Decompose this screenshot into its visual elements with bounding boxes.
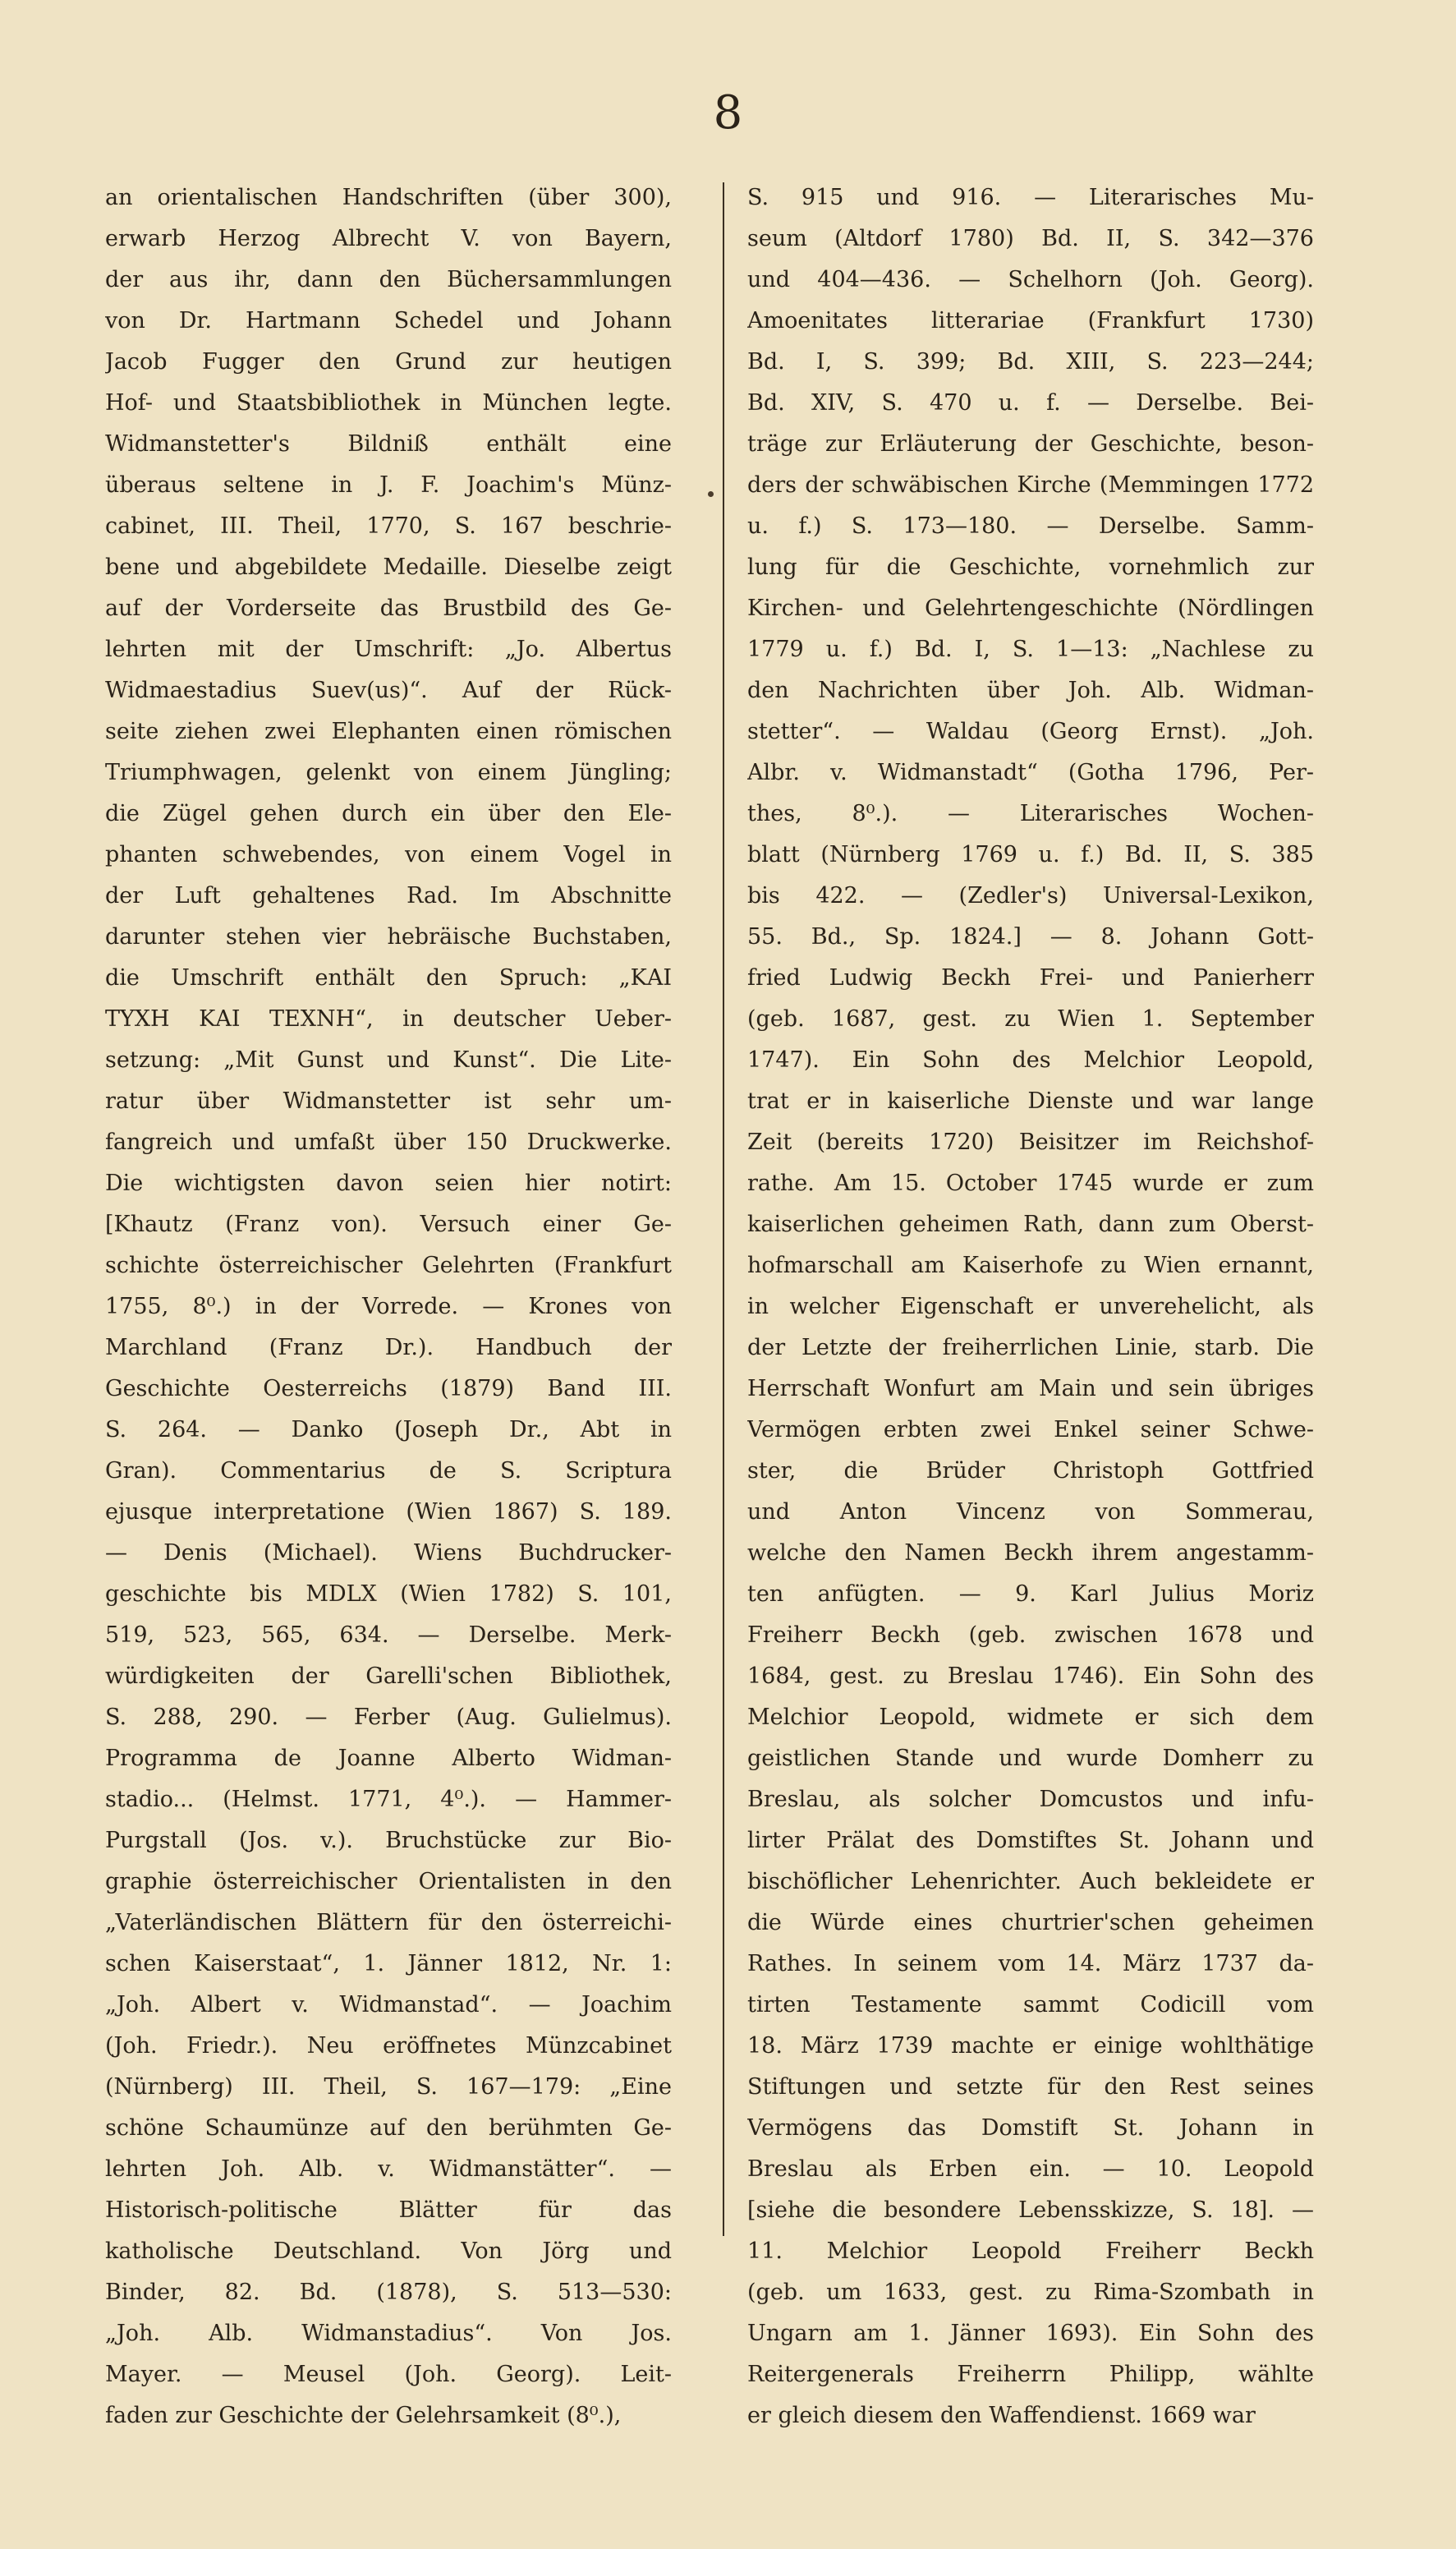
text-line: bene und abgebildete Medaille. Dieselbe zeigt xyxy=(105,554,672,580)
text-line: katholische Deutschland. Von Jörg und xyxy=(105,2238,672,2264)
text-line: Ungarn am 1. Jänner 1693). Ein Sohn des xyxy=(747,2321,1314,2346)
text-line: 519, 523, 565, 634. — Derselbe. Merk- xyxy=(105,1622,672,1648)
text-line: er gleich diesem den Waffendienst. 1669 war xyxy=(747,2403,1256,2428)
text-line: schöne Schaumünze auf den berühmten Ge- xyxy=(105,2115,672,2141)
page-number: 8 xyxy=(713,86,743,140)
text-line: würdigkeiten der Garelli'schen Bibliothek, xyxy=(105,1663,672,1689)
text-line: Gran). Commentarius de S. Scriptura xyxy=(105,1458,672,1484)
text-line: die Würde eines churtrier'schen geheimen xyxy=(747,1910,1314,1935)
text-line: 1755, 8⁰.) in der Vorrede. — Krones von xyxy=(105,1294,672,1319)
text-line: schen Kaiserstaat“, 1. Jänner 1812, Nr. 1: xyxy=(105,1951,672,1976)
text-line: bischöflicher Lehenrichter. Auch bekleidete er xyxy=(747,1869,1314,1894)
text-line: seum (Altdorf 1780) Bd. II, S. 342—376 xyxy=(747,226,1314,251)
text-line: tirten Testamente sammt Codicill vom xyxy=(747,1992,1314,2018)
text-line: Breslau, als solcher Domcustos und infu- xyxy=(747,1787,1314,1812)
text-line: Vermögen erbten zwei Enkel seiner Schwe- xyxy=(747,1417,1314,1442)
print-speck xyxy=(708,491,714,497)
text-line: S. 264. — Danko (Joseph Dr., Abt in xyxy=(105,1417,672,1442)
text-line: Hof- und Staatsbibliothek in München legte. xyxy=(105,390,672,416)
text-line: Binder, 82. Bd. (1878), S. 513—530: xyxy=(105,2280,672,2305)
text-line: (Nürnberg) III. Theil, S. 167—179: „Eine xyxy=(105,2074,672,2100)
text-line: von Dr. Hartmann Schedel und Johann xyxy=(105,308,672,334)
text-line: träge zur Erläuterung der Geschichte, beson- xyxy=(747,431,1314,457)
text-line: blatt (Nürnberg 1769 u. f.) Bd. II, S. 385 xyxy=(747,842,1314,867)
text-line: Stiftungen und setzte für den Rest seines xyxy=(747,2074,1314,2100)
text-line: und 404—436. — Schelhorn (Joh. Georg). xyxy=(747,267,1314,292)
text-line: lehrten mit der Umschrift: „Jo. Albertus xyxy=(105,637,672,662)
text-line: u. f.) S. 173—180. — Derselbe. Samm- xyxy=(747,513,1314,539)
text-line: cabinet, III. Theil, 1770, S. 167 beschrie- xyxy=(105,513,672,539)
text-line: „Vaterländischen Blättern für den österreichi- xyxy=(105,1910,672,1935)
text-line: S. 915 und 916. — Literarisches Mu- xyxy=(747,185,1314,210)
left-column xyxy=(105,177,672,2436)
text-line: erwarb Herzog Albrecht V. von Bayern, xyxy=(105,226,672,251)
text-line: ejusque interpretatione (Wien 1867) S. 189. xyxy=(105,1499,672,1525)
column-divider xyxy=(723,182,724,2236)
text-line: rathe. Am 15. October 1745 wurde er zum xyxy=(747,1171,1314,1196)
text-line: schichte österreichischer Gelehrten (Frankfurt xyxy=(105,1253,672,1278)
text-line: 1747). Ein Sohn des Melchior Leopold, xyxy=(747,1047,1314,1073)
text-line: „Joh. Albert v. Widmanstad“. — Joachim xyxy=(105,1992,672,2018)
text-line: Die wichtigsten davon seien hier notirt: xyxy=(105,1171,672,1196)
text-line: (geb. um 1633, gest. zu Rima-Szombath in xyxy=(747,2280,1314,2305)
text-line: lehrten Joh. Alb. v. Widmanstätter“. — xyxy=(105,2156,672,2182)
text-line: Bd. XIV, S. 470 u. f. — Derselbe. Bei- xyxy=(747,390,1314,416)
text-line: „Joh. Alb. Widmanstadius“. Von Jos. xyxy=(105,2321,672,2346)
text-line: geschichte bis MDLX (Wien 1782) S. 101, xyxy=(105,1581,672,1607)
text-line: Geschichte Oesterreichs (1879) Band III. xyxy=(105,1376,672,1401)
text-line: Programma de Joanne Alberto Widman- xyxy=(105,1746,672,1771)
text-line: an orientalischen Handschriften (über 300), xyxy=(105,185,672,210)
text-line: Jacob Fugger den Grund zur heutigen xyxy=(105,349,672,375)
text-line: der aus ihr, dann den Büchersammlungen xyxy=(105,267,672,292)
text-line: und Anton Vincenz von Sommerau, xyxy=(747,1499,1314,1525)
right-column xyxy=(747,177,1314,2436)
text-line: 18. März 1739 machte er einige wohlthätige xyxy=(747,2033,1314,2059)
text-line: lirter Prälat des Domstiftes St. Johann und xyxy=(747,1828,1314,1853)
text-line: darunter stehen vier hebräische Buchstaben, xyxy=(105,924,672,950)
text-line: Albr. v. Widmanstadt“ (Gotha 1796, Per- xyxy=(747,760,1314,785)
text-line: ratur über Widmanstetter ist sehr um- xyxy=(105,1088,672,1114)
text-line: Marchland (Franz Dr.). Handbuch der xyxy=(105,1335,672,1360)
text-line: Triumphwagen, gelenkt von einem Jüngling; xyxy=(105,760,672,785)
text-line: Amoenitates litterariae (Frankfurt 1730) xyxy=(747,308,1314,334)
text-line: 11. Melchior Leopold Freiherr Beckh xyxy=(747,2238,1314,2264)
text-line: der Luft gehaltenes Rad. Im Abschnitte xyxy=(105,883,672,909)
text-line: Zeit (bereits 1720) Beisitzer im Reichshof- xyxy=(747,1130,1314,1155)
text-line: Vermögens das Domstift St. Johann in xyxy=(747,2115,1314,2141)
text-line: seite ziehen zwei Elephanten einen römischen xyxy=(105,719,672,744)
text-line: (Joh. Friedr.). Neu eröffnetes Münzcabinet xyxy=(105,2033,672,2059)
text-line: den Nachrichten über Joh. Alb. Widman- xyxy=(747,678,1314,703)
text-line: Bd. I, S. 399; Bd. XIII, S. 223—244; xyxy=(747,349,1314,375)
text-line: S. 288, 290. — Ferber (Aug. Gulielmus). xyxy=(105,1705,672,1730)
text-line: 1684, gest. zu Breslau 1746). Ein Sohn des xyxy=(747,1663,1314,1689)
text-line: geistlichen Stande und wurde Domherr zu xyxy=(747,1746,1314,1771)
text-line: auf der Vorderseite das Brustbild des Ge- xyxy=(105,596,672,621)
text-line: ΤΥΧΗ ΚΑΙ ΤΕΧΝΗ“, in deutscher Ueber- xyxy=(105,1006,672,1032)
text-line: Widmaestadius Suev(us)“. Auf der Rück- xyxy=(105,678,672,703)
text-line: Kirchen- und Gelehrtengeschichte (Nördlingen xyxy=(747,596,1314,621)
text-line: überaus seltene in J. F. Joachim's Münz- xyxy=(105,472,672,498)
text-line: Widmanstetter's Bildniß enthält eine xyxy=(105,431,672,457)
text-line: ten anfügten. — 9. Karl Julius Moriz xyxy=(747,1581,1314,1607)
text-line: Melchior Leopold, widmete er sich dem xyxy=(747,1705,1314,1730)
text-line: 55. Bd., Sp. 1824.] — 8. Johann Gott- xyxy=(747,924,1314,950)
text-line: in welcher Eigenschaft er unverehelicht, als xyxy=(747,1294,1314,1319)
text-line: Rathes. In seinem vom 14. März 1737 da- xyxy=(747,1951,1314,1976)
text-line: thes, 8⁰.). — Literarisches Wochen- xyxy=(747,801,1314,826)
text-line: stetter“. — Waldau (Georg Ernst). „Joh. xyxy=(747,719,1314,744)
text-line: 1779 u. f.) Bd. I, S. 1—13: „Nachlese zu xyxy=(747,637,1314,662)
text-line: lung für die Geschichte, vornehmlich zur xyxy=(747,554,1314,580)
text-line: Historisch-politische Blätter für das xyxy=(105,2197,672,2223)
text-line: Reitergenerals Freiherrn Philipp, wählte xyxy=(747,2362,1314,2387)
text-line: Herrschaft Wonfurt am Main und sein übriges xyxy=(747,1376,1314,1401)
text-line: setzung: „Mit Gunst und Kunst“. Die Lite- xyxy=(105,1047,672,1073)
text-line: Purgstall (Jos. v.). Bruchstücke zur Bio- xyxy=(105,1828,672,1853)
text-line: — Denis (Michael). Wiens Buchdrucker- xyxy=(105,1540,672,1566)
text-line: hofmarschall am Kaiserhofe zu Wien ernannt, xyxy=(747,1253,1314,1278)
text-line: der Letzte der freiherrlichen Linie, starb. Die xyxy=(747,1335,1314,1360)
text-line: trat er in kaiserliche Dienste und war lange xyxy=(747,1088,1314,1114)
text-line: phanten schwebendes, von einem Vogel in xyxy=(105,842,672,867)
text-line: Mayer. — Meusel (Joh. Georg). Leit- xyxy=(105,2362,672,2387)
text-line: Breslau als Erben ein. — 10. Leopold xyxy=(747,2156,1314,2182)
text-line: stadio... (Helmst. 1771, 4⁰.). — Hammer- xyxy=(105,1787,672,1812)
text-line: die Zügel gehen durch ein über den Ele- xyxy=(105,801,672,826)
text-line: ders der schwäbischen Kirche (Memmingen 1772 xyxy=(747,472,1314,498)
text-line: faden zur Geschichte der Gelehrsamkeit (8⁰.), xyxy=(105,2403,622,2428)
text-line: ster, die Brüder Christoph Gottfried xyxy=(747,1458,1314,1484)
text-line: [siehe die besondere Lebensskizze, S. 18]. — xyxy=(747,2197,1314,2223)
text-line: (geb. 1687, gest. zu Wien 1. September xyxy=(747,1006,1314,1032)
text-line: fangreich und umfaßt über 150 Druckwerke. xyxy=(105,1130,672,1155)
text-line: fried Ludwig Beckh Frei- und Panierherr xyxy=(747,965,1314,991)
text-line: graphie österreichischer Orientalisten in den xyxy=(105,1869,672,1894)
text-line: Freiherr Beckh (geb. zwischen 1678 und xyxy=(747,1622,1314,1648)
text-line: die Umschrift enthält den Spruch: „ΚΑΙ xyxy=(105,965,672,991)
text-line: welche den Namen Beckh ihrem angestamm- xyxy=(747,1540,1314,1566)
text-line: kaiserlichen geheimen Rath, dann zum Oberst- xyxy=(747,1212,1314,1237)
text-line: bis 422. — (Zedler's) Universal-Lexikon, xyxy=(747,883,1314,909)
text-line: [Khautz (Franz von). Versuch einer Ge- xyxy=(105,1212,672,1237)
